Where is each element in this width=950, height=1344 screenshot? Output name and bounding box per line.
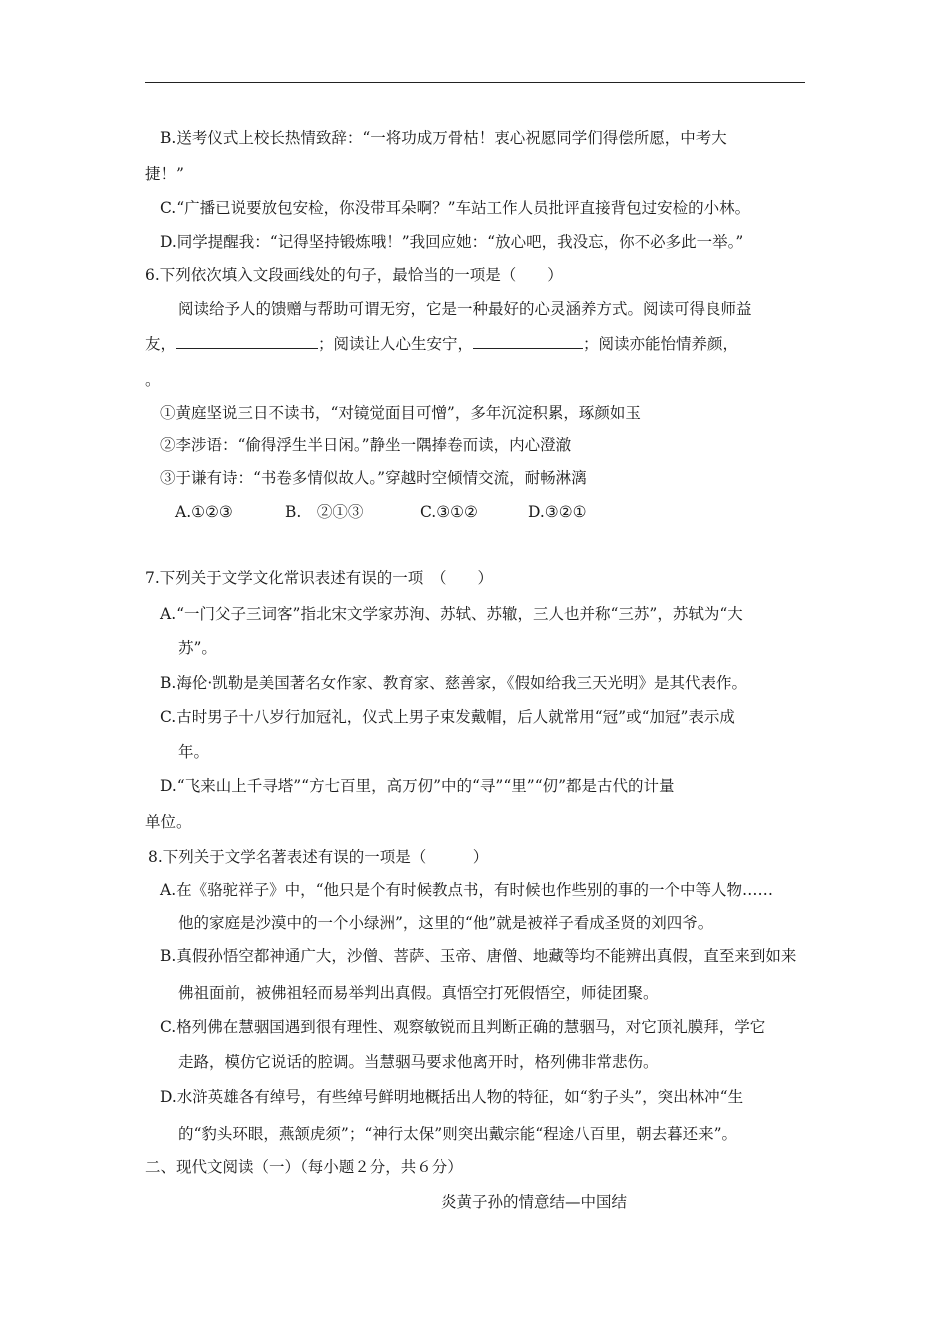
q8-option-d-line1: D.水浒英雄各有绰号，有些绰号鲜明地概括出人物的特征，如“豹子头”，突出林冲“生 [160,1088,744,1106]
q8-option-c-line1: C.格列佛在慧骃国遇到很有理性、观察敏锐而且判断正确的慧骃马，对它顶礼膜拜，学它 [160,1018,766,1036]
q6-item-3: ③于谦有诗：“书卷多情似故人。”穿越时空倾情交流，耐畅淋漓 [160,469,587,487]
q6-passage-line1: 阅读给予人的馈赠与帮助可谓无穷，它是一种最好的心灵涵养方式。阅读可得良师益 [178,300,752,318]
q8-option-c-line2: 走路，模仿它说话的腔调。当慧骃马要求他离开时，格列佛非常悲伤。 [178,1053,659,1071]
q6-blank-2[interactable] [473,333,583,349]
q6-passage-seg3: ；阅读亦能怡情养颜， [583,335,739,353]
q6-stem: 6.下列依次填入文段画线处的句子，最恰当的一项是（ ） [145,266,563,284]
q7-option-c-line2: 年。 [178,743,210,761]
article-title: 炎黄子孙的情意结—中国结 [441,1193,628,1211]
q6-passage-line2 [145,333,738,354]
q5-option-b-line1: B.送考仪式上校长热情致辞：“一将功成万骨枯！衷心祝愿同学们得偿所愿，中考大 [160,129,727,147]
q7-option-d-line1: D.“飞来山上千寻塔”“方七百里，高万仞”中的“寻”“里”“仞”都是古代的计量 [160,777,675,795]
q6-passage-line3: 。 [145,371,161,389]
q6-item-1: ①黄庭坚说三日不读书，“对镜觉面目可憎”，多年沉淀积累，琢颜如玉 [160,404,641,422]
q8-option-b-line1: B.真假孙悟空都神通广大，沙僧、菩萨、玉帝、唐僧、地藏等均不能辨出真假，直至来到如来 [160,947,797,965]
q7-option-d-line2: 单位。 [145,813,192,831]
q8-option-a-line2: 他的家庭是沙漠中的一个小绿洲”，这里的“他”就是被祥子看成圣贤的刘四爷。 [178,914,714,932]
q8-stem: 8.下列关于文学名著表述有误的一项是（ ） [148,848,489,866]
q6-passage-seg2: ；阅读让人心生安宁， [318,335,474,353]
q6-option-c[interactable]: C.③①② [420,503,478,521]
q6-blank-1[interactable] [176,333,318,349]
q8-option-d-line2: 的“豹头环眼，燕颔虎须”；“神行太保”则突出戴宗能“程途八百里，朝去暮还来”。 [178,1125,738,1143]
q6-options [175,502,587,522]
q6-item-2: ②李涉语：“偷得浮生半日闲。”静坐一隅捧卷而读，内心澄澈 [160,436,572,454]
q8-option-a-line1: A.在《骆驼祥子》中，“他只是个有时候教点书，有时候也作些别的事的一个中等人物…… [160,881,774,899]
q5-option-d: D.同学提醒我：“记得坚持锻炼哦！”我回应她：“放心吧，我没忘，你不必多此一举。” [160,233,744,251]
q8-option-b-line2: 佛祖面前，被佛祖轻而易举判出真假。真悟空打死假悟空，师徒团聚。 [178,984,659,1002]
q7-option-a-line2: 苏”。 [178,639,217,657]
q7-option-c-line1: C.古时男子十八岁行加冠礼，仪式上男子束发戴帽，后人就常用“冠”或“加冠”表示成 [160,708,735,726]
q5-option-b-line2: 捷！” [145,165,184,183]
q6-option-b[interactable]: B. ②①③ [285,503,364,521]
q7-stem: 7.下列关于文学文化常识表述有误的一项 （ ） [145,569,494,587]
q6-option-d[interactable]: D.③②① [528,503,587,521]
q5-option-c: C.“广播已说要放包安检，你没带耳朵啊？”车站工作人员批评直接背包过安检的小林。 [160,199,751,217]
header-rule [145,82,805,83]
q7-option-a-line1: A.“一门父子三词客”指北宋文学家苏洵、苏轼、苏辙，三人也并称“三苏”，苏轼为“大 [160,605,743,623]
q6-option-a[interactable]: A.①②③ [175,503,233,521]
q6-passage-seg1: 友， [145,335,177,353]
q7-option-b: B.海伦·凯勒是美国著名女作家、教育家、慈善家，《假如给我三天光明》是其代表作。 [160,674,747,692]
section-heading: 二、现代文阅读（一）（每小题２分，共６分） [145,1158,463,1176]
